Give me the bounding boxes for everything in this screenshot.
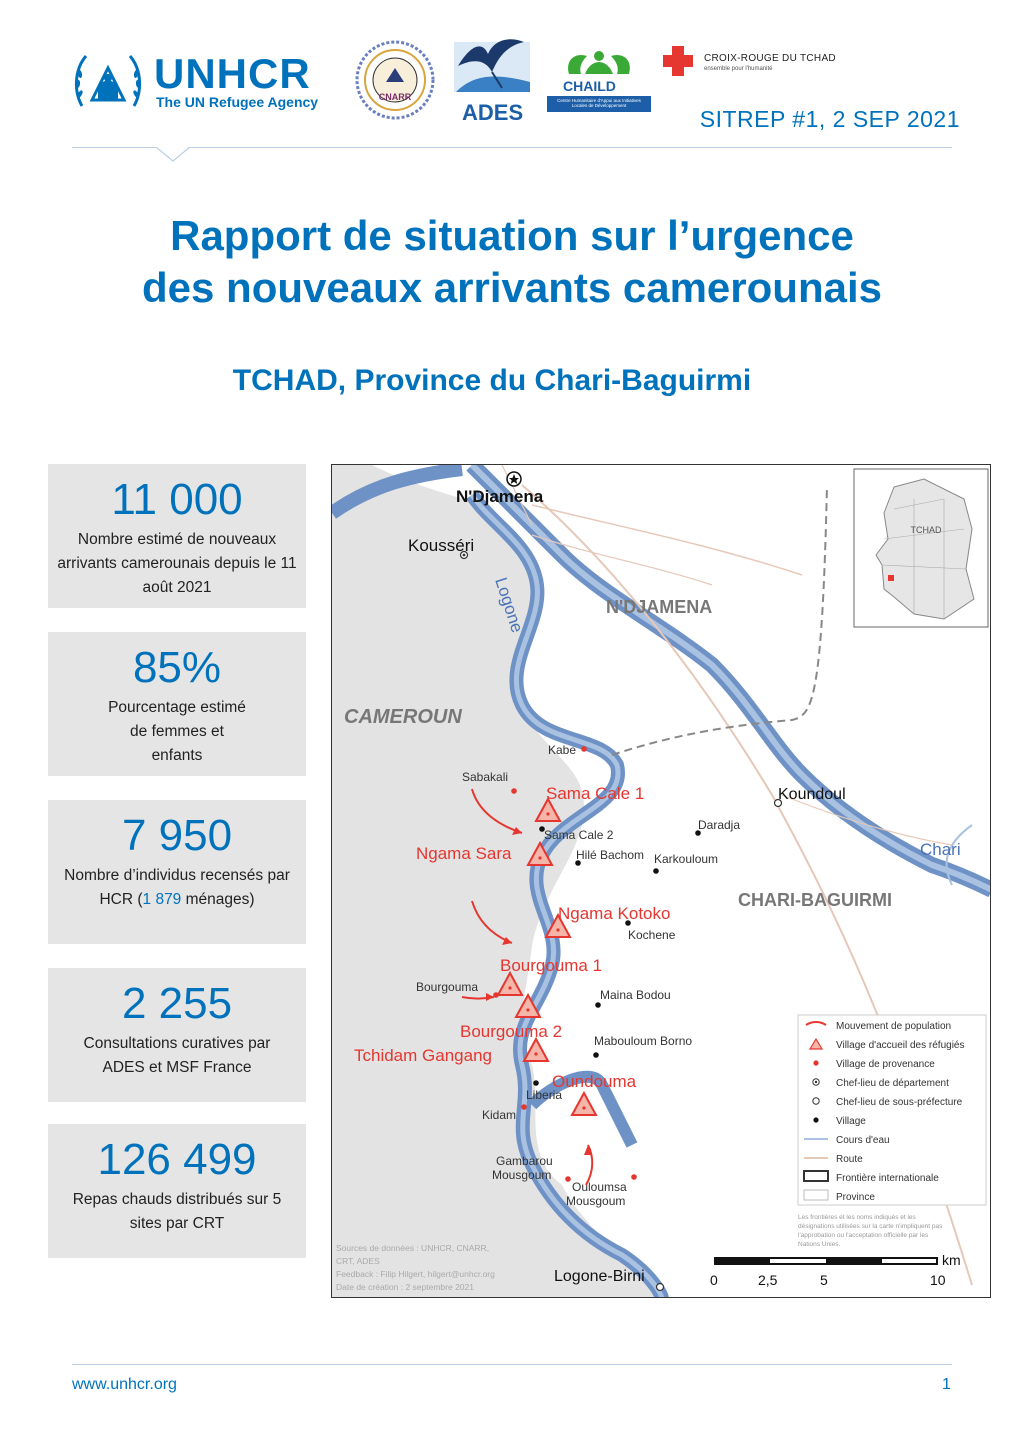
stat-box-registered bbox=[48, 800, 306, 944]
chaild-hands-icon bbox=[545, 48, 653, 78]
red-cross-icon bbox=[660, 44, 696, 78]
scale-tick: 2,5 bbox=[758, 1272, 778, 1288]
maina-bodou-label: Maina Bodou bbox=[600, 988, 671, 1002]
river-logone-label: Logone bbox=[491, 575, 527, 635]
unhcr-emblem-icon bbox=[72, 48, 144, 114]
liberia-marker bbox=[533, 1080, 539, 1086]
kidam-marker bbox=[521, 1104, 527, 1110]
legend-item: Village bbox=[836, 1116, 866, 1127]
map-legend bbox=[798, 1015, 986, 1205]
svg-text:CRT, ADES: CRT, ADES bbox=[336, 1256, 380, 1266]
stat-description: Consultations curatives par ADES et MSF France bbox=[83, 1035, 271, 1076]
svg-text:Feedback : Filip Hilgert, hilg: Feedback : Filip Hilgert, hilgert@unhcr.org bbox=[336, 1269, 495, 1279]
gambarou-marker bbox=[565, 1176, 571, 1182]
legend-item: Village de provenance bbox=[836, 1059, 935, 1070]
bourgouma-label: Bourgouma bbox=[416, 980, 479, 994]
legend-item: Chef-lieu de sous-préfecture bbox=[836, 1097, 963, 1108]
ouloumsa-label-2: Mousgoum bbox=[566, 1194, 626, 1208]
chaild-wordmark: CHAILD bbox=[563, 78, 616, 94]
liberia-label: Liberia bbox=[526, 1088, 563, 1102]
unhcr-logo[interactable] bbox=[72, 48, 347, 114]
logone-birni-label: Logone-Birni bbox=[554, 1268, 645, 1285]
cnarr-logo bbox=[350, 38, 440, 122]
ouloumsa-label-1: Ouloumsa bbox=[572, 1180, 627, 1194]
legend-item: Cours d'eau bbox=[836, 1135, 890, 1146]
gambarou-label-1: Gambarou bbox=[496, 1154, 553, 1168]
legend-item: Province bbox=[836, 1192, 875, 1203]
oundouma-label: Oundouma bbox=[552, 1072, 637, 1091]
bourgouma-2-label: Bourgouma 2 bbox=[460, 1022, 563, 1041]
chaild-subtitle: Centre Humanitaire d'Appui aux Initiatives Locales de Développement bbox=[547, 96, 651, 112]
cnarr-emblem-icon bbox=[350, 38, 440, 122]
page-number: 1 bbox=[942, 1376, 951, 1393]
ades-wordmark: ADES bbox=[462, 100, 524, 125]
stat-box-meals bbox=[48, 1124, 306, 1258]
stat-number: 85% bbox=[132, 643, 222, 692]
svg-text:l'approbation ou l'acceptation: l'approbation ou l'acceptation officielle par les bbox=[798, 1232, 929, 1239]
scale-bar bbox=[710, 1252, 961, 1288]
legend-item: Frontière internationale bbox=[836, 1173, 939, 1184]
ngama-sara-label: Ngama Sara bbox=[416, 844, 512, 863]
region-ndjamena-label: N'DJAMENA bbox=[606, 597, 713, 617]
maina-bodou-marker bbox=[595, 1002, 601, 1008]
region-chari-label: CHARI-BAGUIRMI bbox=[738, 890, 892, 910]
crt-subtitle: ensemble pour l'humanité bbox=[704, 66, 773, 72]
legend-item: Route bbox=[836, 1154, 863, 1165]
legend-item: Mouvement de population bbox=[836, 1021, 952, 1032]
footer-divider bbox=[72, 1364, 952, 1365]
sama-cale-2-label: Sama Cale 2 bbox=[544, 828, 614, 842]
ades-logo bbox=[452, 36, 532, 126]
stat-description: Pourcentage estimé de femmes et enfants bbox=[108, 699, 246, 764]
chaild-logo bbox=[545, 48, 653, 114]
koundoul-label: Koundoul bbox=[778, 786, 846, 803]
cnarr-text: CNARR bbox=[378, 92, 412, 102]
stat-description: Nombre estimé de nouveaux arrivants camerounais depuis le 11 août 2021 bbox=[57, 531, 297, 596]
region-cameroun-label: CAMEROUN bbox=[344, 706, 462, 728]
sama-cale-1-label: Sama Cale 1 bbox=[546, 784, 645, 803]
stat-number: 126 499 bbox=[97, 1135, 257, 1184]
stat-number: 2 255 bbox=[121, 979, 233, 1028]
ngama-kotoko-label: Ngama Kotoko bbox=[558, 904, 671, 923]
capital-label: N'Djamena bbox=[456, 487, 544, 506]
gambarou-label-2: Mousgoum bbox=[492, 1168, 552, 1182]
svg-text:Nations Unies.: Nations Unies. bbox=[798, 1241, 841, 1248]
stat-description-before: Nombre d’individus recensés par HCR ( bbox=[64, 867, 290, 908]
scale-unit: km bbox=[942, 1252, 961, 1268]
kochene-label: Kochene bbox=[628, 928, 676, 942]
header-divider bbox=[72, 147, 952, 148]
stat-box-women-children bbox=[48, 632, 306, 776]
daradja-label: Daradja bbox=[698, 818, 741, 832]
kabe-marker bbox=[581, 746, 587, 752]
ouloumsa-marker bbox=[631, 1174, 637, 1180]
crt-name: CROIX-ROUGE DU TCHAD bbox=[704, 53, 836, 64]
page-title bbox=[40, 210, 984, 314]
page-subtitle: TCHAD, Province du Chari-Baguirmi bbox=[232, 364, 752, 397]
sabakali-marker bbox=[511, 788, 517, 794]
sitrep-label: SITREP #1, 2 SEP 2021 bbox=[699, 106, 960, 132]
inset-map bbox=[854, 469, 988, 627]
legend-item: Village d'accueil des réfugiés bbox=[836, 1040, 965, 1051]
unhcr-tagline: The UN Refugee Agency bbox=[156, 94, 319, 110]
footer-link[interactable]: www.unhcr.org bbox=[72, 1376, 177, 1393]
stat-box-consultations bbox=[48, 968, 306, 1102]
stat-number: 11 000 bbox=[111, 475, 243, 524]
tchidam-gangang-label: Tchidam Gangang bbox=[354, 1046, 492, 1065]
river-chari-label: Chari bbox=[920, 840, 961, 859]
svg-text:Les frontières et les noms ind: Les frontières et les noms indiqués et les bbox=[798, 1214, 916, 1221]
unhcr-wordmark: UNHCR bbox=[154, 50, 311, 97]
karkouloum-label: Karkouloum bbox=[654, 852, 719, 866]
kidam-label: Kidam bbox=[482, 1108, 517, 1122]
legend-item: Chef-lieu de département bbox=[836, 1078, 949, 1089]
stat-households-count: 1 879 bbox=[142, 891, 182, 908]
title-line-2: des nouveaux arrivants camerounais bbox=[142, 264, 882, 311]
kousseri-label: Kousséri bbox=[408, 536, 475, 555]
hile-bachom-label: Hilé Bachom bbox=[576, 848, 645, 862]
karkouloum-marker bbox=[653, 868, 659, 874]
svg-text:Date de création : 2 septembre: Date de création : 2 septembre 2021 bbox=[336, 1282, 474, 1292]
stat-description: Repas chauds distribués sur 5 sites par CRT bbox=[72, 1191, 282, 1232]
scale-tick: 10 bbox=[930, 1272, 946, 1288]
bourgouma-1-label: Bourgouma 1 bbox=[500, 956, 603, 975]
stat-description bbox=[48, 864, 306, 912]
header bbox=[0, 0, 1024, 170]
sabakali-label: Sabakali bbox=[462, 770, 509, 784]
crt-logo bbox=[660, 44, 860, 78]
svg-text:Sources de données : UNHCR, CN: Sources de données : UNHCR, CNARR, bbox=[336, 1243, 490, 1253]
kabe-label: Kabe bbox=[548, 743, 577, 757]
ades-bird-icon bbox=[452, 36, 532, 100]
scale-tick: 5 bbox=[820, 1272, 828, 1288]
inset-country-label: TCHAD bbox=[910, 525, 942, 535]
situation-map bbox=[331, 464, 991, 1298]
capital-marker bbox=[507, 472, 521, 486]
map-canvas bbox=[332, 465, 991, 1298]
map-disclaimer bbox=[798, 1214, 943, 1248]
stat-number: 7 950 bbox=[121, 811, 233, 860]
scale-tick: 0 bbox=[710, 1272, 718, 1288]
stat-box-new-arrivals bbox=[48, 464, 306, 608]
mabouloum-borno-marker bbox=[593, 1052, 599, 1058]
title-line-1: Rapport de situation sur l’urgence bbox=[170, 212, 854, 259]
svg-text:désignations utilisées sur la: désignations utilisées sur la carte n'impliquent pas bbox=[798, 1223, 943, 1230]
header-notch-icon bbox=[156, 147, 190, 163]
logone-birni-marker bbox=[657, 1284, 664, 1291]
stat-description-after: ménages) bbox=[181, 891, 255, 908]
mabouloum-borno-label: Mabouloum Borno bbox=[594, 1034, 693, 1048]
